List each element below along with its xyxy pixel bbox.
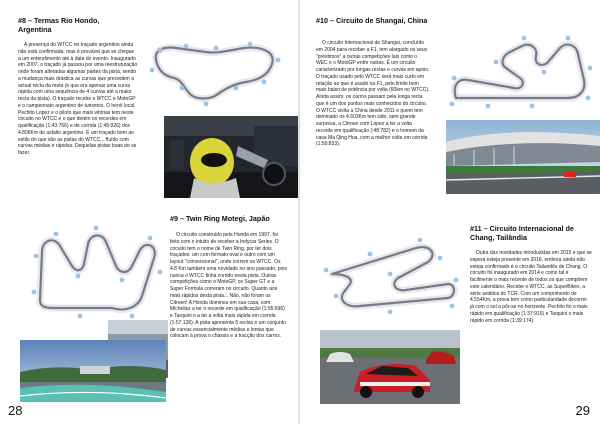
termas-rio-hondo-track-map xyxy=(146,38,284,108)
twin-ring-motegi-track-map xyxy=(20,222,164,322)
shanghai-track-map xyxy=(448,34,592,114)
section-10-title: #10 – Circuito de Shangai, China xyxy=(316,16,428,25)
section-11-title: #11 – Circuito Internacional de Chang, Tailândia xyxy=(470,224,574,243)
page-number-right: 29 xyxy=(575,403,590,418)
section-9-title: #9 – Twin Ring Motegi, Japão xyxy=(170,214,270,223)
motegi-scenic-photo xyxy=(20,340,166,402)
driver-cockpit-photo xyxy=(164,116,300,198)
section-9-body: O circuito construído pela Honda em 1997, foi feito com o intuito de receber a Indycar Series. O circuito tem o nome de Twin Ring, por ter dois traçados: um com formato oval e outro com um layout "convencional", onde correm os WTCC. Os 4.8 Km também uma novidade no ano passado, pois nunca o WTCC tinha corrido nesta pista. Outras competições como o MotoGP, os Super GT e a Super Formula correram no circuito. Quanto aos mais rápidos desta pista... Não, não foram os Citroen! A Honda dominou em sua casa, com Michelisz a ter o recorde em qualificação (1:55:596) e Tarquini e a ter a volta mais rápida em corrida (1:57:136). A pista apresenta 5 rectas e um conjunto de curvas essencialmente médias e lentas que colocam à prova o chassis e a tracção dos carros. xyxy=(170,232,288,340)
right-page xyxy=(300,0,600,424)
section-11-body: Outra das novidades introduzidas em 2015 e que se espera esteja presente em 2016, embora ainda não esteja confirmado é o circuito Tailandês de Chang. O circuito foi inaugurado em 2014 e como tal é facilmente o mais recente de todos os que compõem este calendário. Recebe o WTCC, as SuperBikes, a série asiática do TCR. Com um comprimento de 4.554Km, a prova tem como particularidade decorrer já com o sol a pôr-se no horizonte. Pechito foi o mais rápido em qualificação (1:37:916) e Tarquini o mais rápido em corrida (1:39:174). xyxy=(470,250,592,324)
section-8-title: #8 – Termas Rio Hondo, Argentina xyxy=(18,16,100,35)
section-10-body: O circuito Internacional de Shangai, concluído em 2004 para receber a F1, tem alargado os seus "préstimos" a outras competições tais como o WEC e o MotoGP entre outras. É um circuito caracterizado por longas rectas e curvas em apoio. O traçado usado pelo WTCC será mais curto em relação ao que é usado na F1, pelo limite bem mais baixo de potência por volta (60km no WTCC). Ainda assim, os carros passam pela longa recta que é um dos pontos mais conhecidos do circuito. O WTCC visita a China desde 2011 e quem tem dominado os 4.603Km tem sido, sem grande surpresa, a Citroen com Lopez a ter a volta recorde em qualificação (:48:782) e o homem da casa Ma Qing Hua, com a melhor volta em corrida (1:50:833). xyxy=(316,40,430,148)
shanghai-grandstand-photo xyxy=(446,120,600,194)
page-number-left: 28 xyxy=(8,403,23,418)
chang-track-map xyxy=(320,234,460,314)
section-8-body: A presença do WTCC no traçado argentino ainda não está confirmada, mas é provável que se chegue a um entendimento até à data do evento. Inaugurado em 2007, o traçado já passou por uma reestruturação onde foram alteradas algumas partes da pista, sendo a mudança mais drástica as curvas que precedem a actual recta da meta (e que era apenas uma curva rápida com uma sequência de 4 curvas até a maior recta da pista). O traçado recebe o WTCC e MotoGP e o campeonato argentino de turismos. O herói local, Pechito Lopez e o piloto que mais vitórias tem neste circuito no WTCC e o que detém os recordes em qualificação (1:43:766) e de corrida (1:45:926) dos 4.806Km de asfalto argentino. É um traçado bem ao estilo do que são as pistas do WTCC... fluído com curvas médias e rápidas. Dequelas pistas boas de se fazer. xyxy=(18,42,138,156)
chang-race-cars-photo xyxy=(320,330,460,404)
